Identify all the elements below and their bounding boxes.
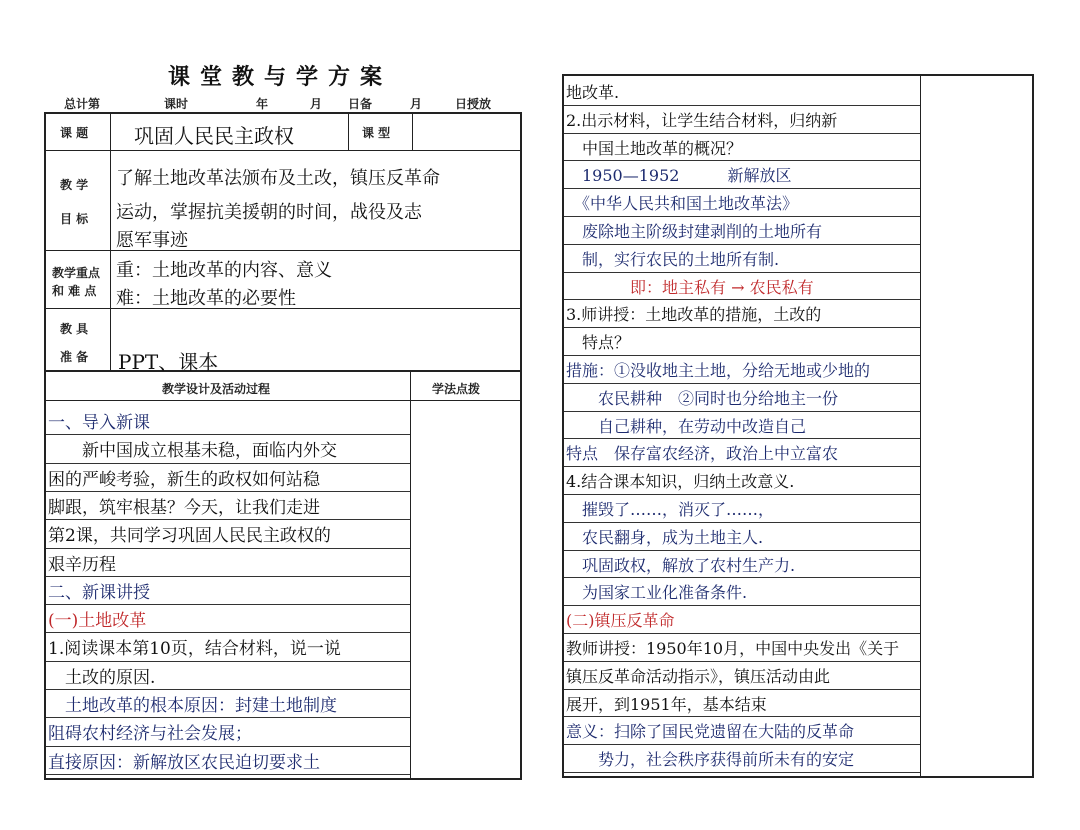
process-line: 特点 保存富农经济，政治上中立富农 <box>566 444 839 464</box>
meta-total: 总计第 <box>64 97 101 111</box>
process-line: 摧毁了……，消灭了……， <box>566 500 775 519</box>
process-line: 巩固政权，解放了农村生产力. <box>566 555 796 575</box>
process-line: 2.出示材料，让学生结合材料，归纳新 <box>566 110 838 130</box>
ruled-line <box>46 689 410 690</box>
ruled-line <box>564 133 920 134</box>
label-key-1: 教学重点 <box>52 266 101 280</box>
goal-line: 运动，掌握抗美援朝的时间，战役及志 <box>116 202 422 223</box>
process-line: 措施：①没收地主土地，分给无地或少地的 <box>566 361 871 380</box>
ruled-line <box>564 605 920 606</box>
process-line: 为国家工业化准备条件. <box>566 583 748 603</box>
process-line: 一、导入新课 <box>48 413 150 433</box>
ruled-line <box>564 772 920 773</box>
meta-day-prepared: 日备 <box>348 97 373 111</box>
process-line: 土地改革的根本原因：封建土地制度 <box>48 696 337 716</box>
meta-year: 年 <box>256 97 269 111</box>
ruled-line <box>564 105 920 106</box>
process-line: 二、新课讲授 <box>48 582 150 603</box>
ruled-line <box>46 632 410 633</box>
process-line: 新中国成立根基未稳，面临内外交 <box>48 441 337 462</box>
ruled-line <box>564 244 920 245</box>
ruled-line <box>564 744 920 745</box>
process-line: 直接原因：新解放区农民迫切要求土 <box>48 752 320 773</box>
process-line: 即：地主私有 → 农民私有 <box>566 277 814 297</box>
meta-period: 课时 <box>164 97 189 111</box>
process-line: 第2课，共同学习巩固人民民主政权的 <box>48 526 331 547</box>
ruled-line <box>564 160 920 161</box>
process-line: (一)土地改革 <box>48 611 147 632</box>
ruled-line <box>564 216 920 217</box>
process-line: 特点？ <box>566 333 631 353</box>
meta-month-2: 月 <box>410 97 423 111</box>
label-goal-2: 目 标 <box>60 212 89 226</box>
ruled-line <box>46 463 410 464</box>
ruled-line <box>46 661 410 662</box>
process-line: 1.阅读课本第10页，结合材料，说一说 <box>48 639 341 660</box>
ruled-line <box>564 661 920 662</box>
ruled-line <box>46 491 410 492</box>
ruled-line <box>46 576 410 577</box>
process-line: 教师讲授：1950年10月，中国中央发出《关于 <box>566 639 900 658</box>
meta-day-taught: 日授放 <box>455 97 492 111</box>
label-process: 教学设计及活动过程 <box>162 382 271 396</box>
ruled-line <box>46 717 410 718</box>
goal-line: 愿军事迹 <box>116 230 188 251</box>
process-line: 困的严峻考验，新生的政权如何站稳 <box>48 469 320 490</box>
process-line: 3.师讲授：土地改革的措施，土改的 <box>566 305 822 325</box>
ruled-line <box>564 550 920 551</box>
tools-value: PPT、课本 <box>118 350 219 374</box>
label-key-2: 和 难 点 <box>52 284 97 298</box>
ruled-line <box>46 604 410 605</box>
ruled-line <box>564 522 920 523</box>
goal-line: 了解土地改革法颁布及土改，镇压反革命 <box>116 168 440 189</box>
ruled-line <box>564 438 920 439</box>
label-tools-2: 准 备 <box>60 350 89 364</box>
process-line: 土改的原因. <box>48 667 156 688</box>
ruled-line <box>564 466 920 467</box>
process-line: 展开，到1951年，基本结束 <box>566 694 767 714</box>
label-goal-1: 教 学 <box>60 178 89 192</box>
process-line: 自己耕种，在劳动中改造自己 <box>566 416 807 436</box>
process-line: 地改革. <box>566 83 620 102</box>
process-line: 1950—1952 新解放区 <box>566 166 792 186</box>
process-line: 废除地主阶级封建剥削的土地所有 <box>566 222 823 241</box>
ruled-line <box>46 519 410 520</box>
process-line: 农民翻身，成为土地主人. <box>566 527 764 547</box>
process-line: (二)镇压反革命 <box>566 611 675 631</box>
ruled-line <box>564 689 920 690</box>
key-point-line: 难：土地改革的必要性 <box>116 288 296 309</box>
process-line: 脚跟，筑牢根基？今天，让我们走进 <box>48 497 320 518</box>
ruled-line <box>564 272 920 273</box>
ruled-line <box>564 494 920 495</box>
label-tools-1: 教 具 <box>60 322 89 336</box>
topic-value: 巩固人民民主政权 <box>134 124 294 148</box>
key-point-line: 重：土地改革的内容、意义 <box>116 260 332 281</box>
page-title: 课堂教与学方案 <box>168 65 393 90</box>
ruled-line <box>564 355 920 356</box>
ruled-line <box>564 383 920 384</box>
ruled-line <box>564 327 920 328</box>
ruled-line <box>564 188 920 189</box>
ruled-line <box>564 633 920 634</box>
ruled-line <box>46 774 410 775</box>
meta-month: 月 <box>310 97 323 111</box>
ruled-line <box>46 746 410 747</box>
process-line: 艰辛历程 <box>48 554 116 575</box>
ruled-line <box>564 299 920 300</box>
process-line: 阻碍农村经济与社会发展； <box>48 724 252 745</box>
process-line: 中国土地改革的概况？ <box>566 138 743 158</box>
process-line: 农民耕种 ②同时也分给地主一份 <box>566 388 839 408</box>
ruled-line <box>564 716 920 717</box>
label-topic: 课 题 <box>60 126 89 140</box>
process-line: 势力，社会秩序获得前所未有的安定 <box>566 750 855 770</box>
ruled-line <box>46 434 410 435</box>
ruled-line <box>564 577 920 578</box>
process-line: 4.结合课本知识，归纳土改意义. <box>566 472 795 492</box>
process-line: 镇压反革命活动指示》，镇压活动由此 <box>566 666 831 686</box>
label-method: 学法点拨 <box>432 382 481 396</box>
ruled-line <box>564 411 920 412</box>
ruled-line <box>46 548 410 549</box>
process-line: 制，实行农民的土地所有制. <box>566 249 780 269</box>
process-line: 《中华人民共和国土地改革法》 <box>566 194 799 214</box>
label-type: 课 型 <box>362 126 391 140</box>
process-line: 意义：扫除了国民党遗留在大陆的反革命 <box>566 722 855 742</box>
